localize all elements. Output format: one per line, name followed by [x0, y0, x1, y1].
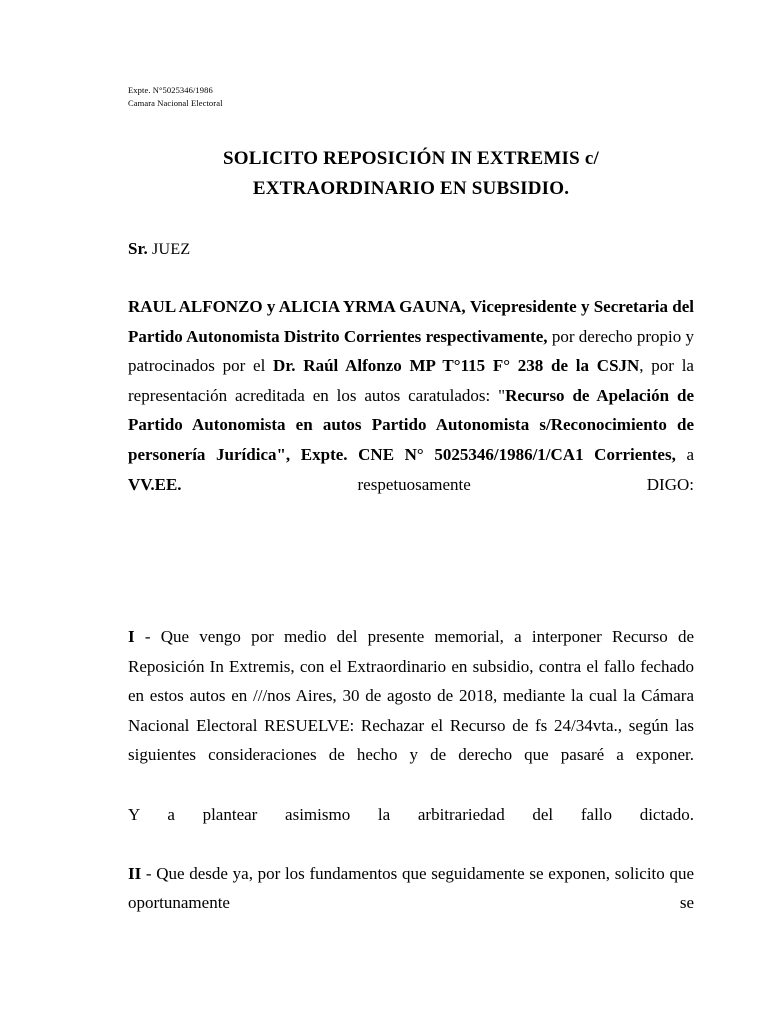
body-sections-block: [128, 622, 694, 948]
page-title-line-2: EXTRAORDINARIO EN SUBSIDIO.: [252, 178, 570, 199]
case-caption: Recurso de Apelación de Partido Autonomista en autos Partido Autonomista s/Reconocimiento de personería Jurídica", Expte. CNE N° 5025346/1986/1/CA1 Corrientes,: [128, 385, 694, 464]
section-two-numeral: II: [128, 863, 142, 883]
page-title: [128, 144, 694, 204]
own-right-text: por derecho propio y patrocinados por el: [128, 326, 694, 376]
intro-paragraph: [128, 292, 694, 529]
intro-paragraph-block: [128, 292, 694, 529]
intro-closing: respetuosamente DIGO:: [181, 474, 694, 494]
addressed-to: VV.EE.: [128, 474, 182, 494]
expediente-number: Expte. N°5025346/1986: [128, 85, 213, 95]
petitioners-names: RAUL ALFONZO y ALICIA YRMA GAUNA,: [128, 297, 466, 316]
court-name: Camara Nacional Electoral: [128, 97, 223, 108]
petitioners-roles: Vicepresidente y Secretaria del Partido Autonomista Distrito Corrientes respectivamente,: [128, 297, 694, 346]
page-title-line-1: SOLICITO REPOSICIÓN IN EXTREMIS c/: [223, 148, 599, 169]
section-two-text: - Que desde ya, por los fundamentos que seguidamente se exponen, solicito que oportunamente se: [128, 863, 694, 913]
section-one-b-text: Y a plantear asimismo la arbitrariedad del fallo dictado.: [128, 804, 694, 824]
section-two-paragraph: [128, 859, 694, 948]
addressee-recipient: JUEZ: [151, 241, 191, 258]
section-one-text: - Que vengo por medio del presente memorial, a interponer Recurso de Reposición In Extremis, con el Extraordinario en subsidio, contra el fallo fechado en estos autos en ///nos Aires, 30 de agosto de 2018, mediante la cual la Cámara Nacional Electoral RESUELVE: Rechazar el Recurso de fs 24/34vta., según las siguientes consideraciones de hecho y de derecho que pasaré a exponer.: [128, 627, 694, 765]
representation-text: , por la representación acreditada en los autos caratulados:: [128, 356, 694, 405]
addressed-to-preposition: a: [675, 444, 695, 464]
section-one-b-paragraph: [128, 800, 694, 859]
addressee-honorific: Sr.: [128, 239, 148, 258]
counsel-name: Dr. Raúl Alfonzo MP T°115 F° 238 de la CSJN: [273, 356, 640, 376]
document-header: [128, 84, 223, 109]
section-one-paragraph: [128, 622, 694, 800]
addressee: [128, 237, 190, 262]
section-one-numeral: I: [128, 627, 135, 646]
case-open-quote: ": [498, 385, 506, 405]
